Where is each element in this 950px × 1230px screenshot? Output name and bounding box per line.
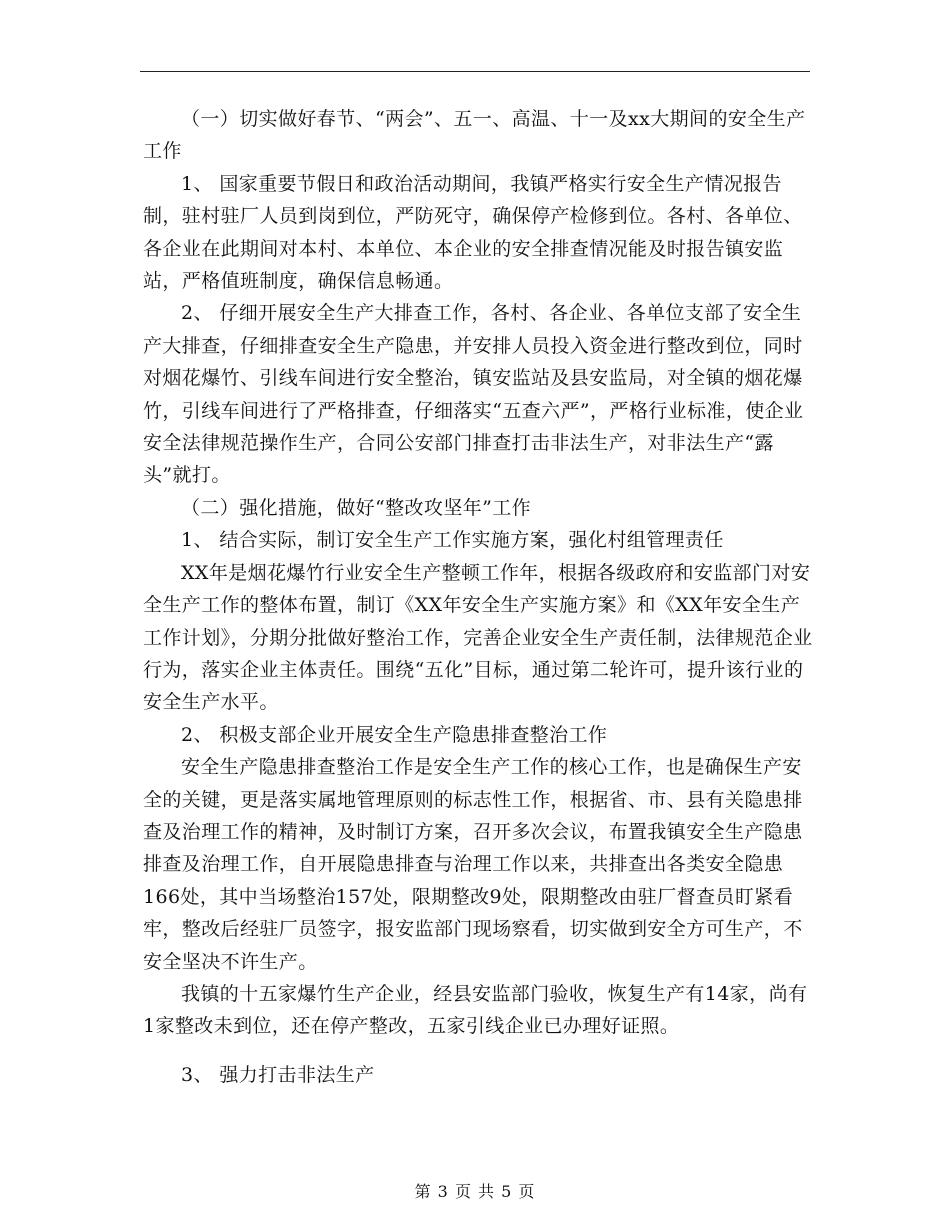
- paragraph: 2、 仔细开展安全生产大排查工作，各村、各企业、各单位支部了安全生产大排查，仔细排查安全生产隐患，并安排人员投入资金进行整改到位，同时对烟花爆竹、引线车间进行安全整治，镇安监站及县安监局，对全镇的烟花爆竹，引线车间进行了严格排查，仔细落实“五查六严”，严格行业标准，使企业安全法律规范操作生产，合同公安部门排查打击非法生产，对非法生产“露头”就打。: [143, 302, 804, 487]
- section-heading-2: （二）强化措施，做好“整改攻坚年”工作: [181, 496, 532, 519]
- subheading: 3、 强力打击非法生产: [181, 1063, 375, 1086]
- paragraph: 1、 国家重要节假日和政治活动期间，我镇严格实行安全生产情况报告制，驻村驻厂人员到岗到位，严防死守，确保停产检修到位。各村、各单位、各企业在此期间对本村、本单位、本企业的安全排查情况能及时报告镇安监站，严格值班制度，确保信息畅通。: [143, 172, 803, 293]
- page-number: 第 3 页 共 5 页: [414, 1182, 536, 1201]
- header-divider: [140, 71, 810, 72]
- document-body: [143, 103, 813, 1091]
- paragraph: 我镇的十五家爆竹生产企业，经县安监部门验收，恢复生产有14家，尚有1家整改未到位，还在停产整改，五家引线企业已办理好证照。: [143, 982, 808, 1038]
- subheading: 1、 结合实际，制订安全生产工作实施方案，强化村组管理责任: [181, 529, 724, 552]
- section-heading-1: （一）切实做好春节、“两会”、五一、高温、十一及xx大期间的安全生产工作: [143, 108, 806, 163]
- subheading: 2、 积极支部企业开展安全生产隐患排查整治工作: [181, 723, 608, 746]
- paragraph: 安全生产隐患排查整治工作是安全生产工作的核心工作，也是确保生产安全的关键，更是落实属地管理原则的标志性工作，根据省、市、县有关隐患排查及治理工作的精神，及时制订方案，召开多次会议，布置我镇安全生产隐患排查及治理工作，自开展隐患排查与治理工作以来，共排查出各类安全隐患166处，其中当场整治157处，限期整改9处，限期整改由驻厂督查员盯紧看牢，整改后经驻厂员签字，报安监部门现场察看，切实做到安全方可生产，不安全坚决不许生产。: [143, 756, 803, 973]
- paragraph: XX年是烟花爆竹行业安全生产整顿工作年，根据各级政府和安监部门对安全生产工作的整体布置，制订《XX年安全生产实施方案》和《XX年安全生产工作计划》，分期分批做好整治工作，完善企业安全生产责任制，法律规范企业行为，落实企业主体责任。围绕“五化”目标，通过第二轮许可，提升该行业的安全生产水平。: [143, 561, 813, 714]
